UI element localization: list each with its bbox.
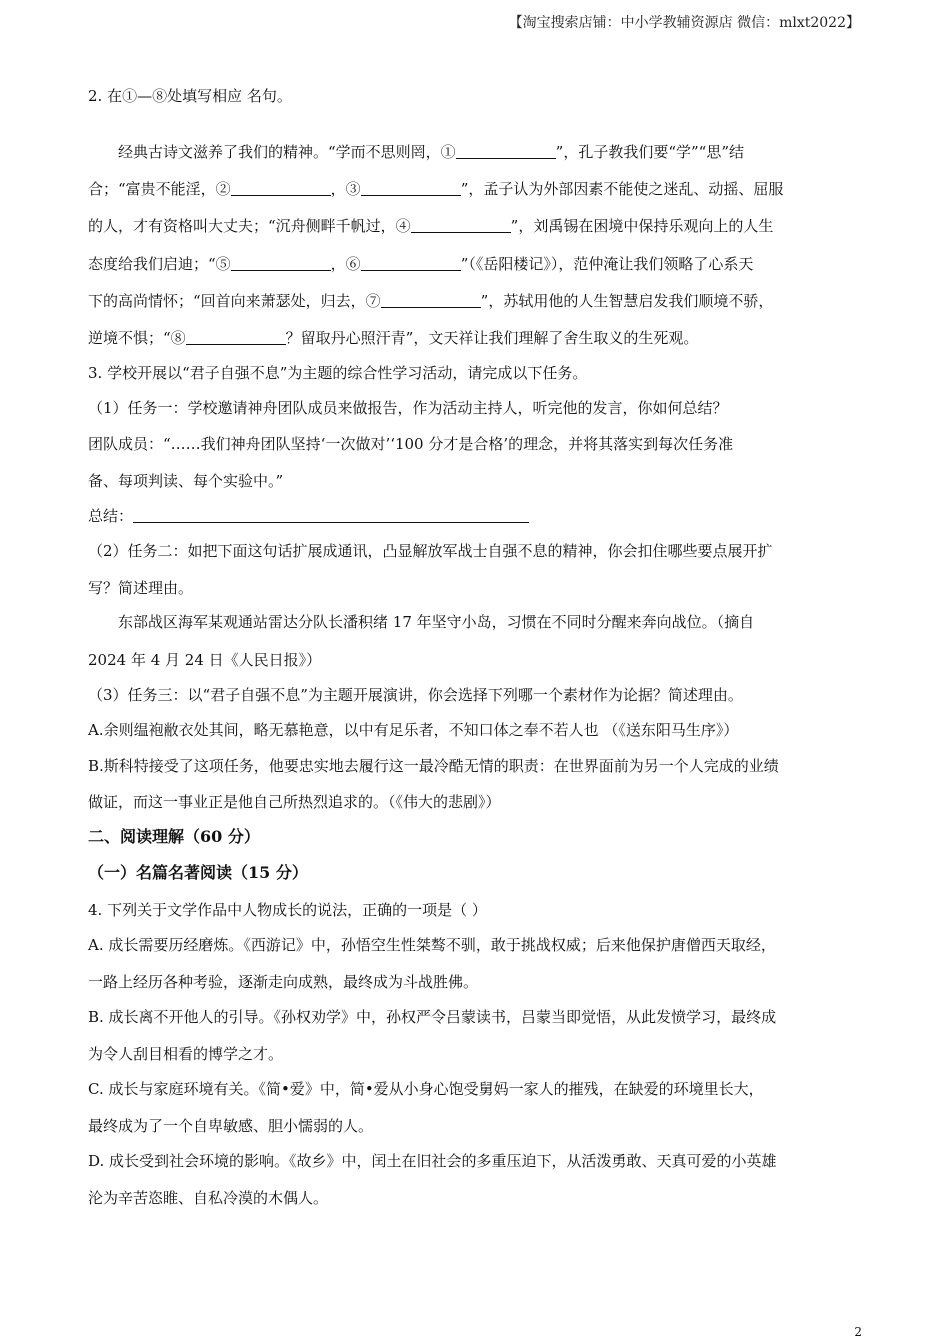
q4-title: 4. 下列关于文学作品中人物成长的说法，正确的一项是（ ）: [88, 901, 487, 919]
q2-line-4: 态度给我们启迪；“⑤ ，⑥ ”（《岳阳楼记》），范仲淹让我们领略了心系天: [88, 255, 754, 273]
page-number: 2: [854, 1325, 862, 1339]
q3-option-b: B.斯科特接受了这项任务，他要忠实地去履行这一最冷酷无情的职责：在世界面前为另一个人完成的业绩: [88, 757, 779, 775]
q4-option-d: D. 成长受到社会环境的影响。《故乡》中，闰土在旧社会的多重压迫下，从活泼勇敢、天真可爱的小英雄: [88, 1152, 777, 1170]
answer-blank-2[interactable]: [231, 180, 331, 196]
answer-blank-6[interactable]: [361, 255, 461, 271]
q4-option-c-cont: 最终成为了一个自卑敏感、胆小懦弱的人。: [88, 1117, 374, 1135]
section-heading: 二、阅读理解（60 分）: [88, 827, 260, 846]
q3-task-2-material: 东部战区海军某观通站雷达分队长潘积绪 17 年坚守小岛，习惯在不同时分醒来奔向战位。（摘自: [118, 613, 755, 631]
q4-option-b-cont: 为令人刮目相看的博学之才。: [88, 1045, 284, 1063]
page-header: 【淘宝搜索店铺：中小学教辅资源店 微信：mlxt2022】: [508, 15, 860, 31]
answer-blank-4[interactable]: [411, 217, 511, 233]
q3-summary: 总结：: [88, 506, 529, 526]
q2-line-2: 合；“富贵不能淫，② ，③ ”，孟子认为外部因素不能使之迷乱、动摇、屈服: [88, 180, 784, 198]
q4-option-d-cont: 沦为辛苦恣睢、自私冷漠的木偶人。: [88, 1189, 329, 1207]
q2-line-1: 经典古诗文滋养了我们的精神。“学而不思则罔，① ”，孔子教我们要“学”“思”结: [118, 143, 745, 161]
answer-blank-3[interactable]: [361, 180, 461, 196]
q4-option-c: C. 成长与家庭环境有关。《简•爱》中，简•爱从小身心饱受舅妈一家人的摧残，在缺爱的环境里长大，: [88, 1080, 764, 1098]
q3-option-a: A.余则缊袍敝衣处其间，略无慕艳意，以中有足乐者，不知口体之奉不若人也 （《送东阳马生序》）: [88, 721, 739, 739]
q3-task-2: （2）任务二：如把下面这句话扩展成通讯，凸显解放军战士自强不息的精神，你会扣住哪些要点展开扩: [88, 542, 773, 560]
q2-line-6: 逆境不惧；“⑧ ？留取丹心照汗青”，文天祥让我们理解了舍生取义的生死观。: [88, 329, 699, 347]
q2-line-5: 下的高尚情怀；“回首向来萧瑟处，归去，⑦ ”，苏轼用他的人生智慧启发我们顺境不骄，: [88, 292, 774, 310]
subsection-heading: （一）名篇名著阅读（15 分）: [88, 863, 308, 882]
q3-task-1: （1）任务一：学校邀请神舟团队成员来做报告，作为活动主持人，听完他的发言，你如何总结？: [88, 399, 728, 417]
q3-title: 3. 学校开展以“君子自强不息”为主题的综合性学习活动，请完成以下任务。: [88, 364, 588, 382]
q4-option-a-cont: 一路上经历各种考验，逐渐走向成熟，最终成为斗战胜佛。: [88, 973, 479, 991]
q4-option-a: A. 成长需要历经磨炼。《西游记》中，孙悟空生性桀骜不驯，敢于挑战权威；后来他保护唐僧西天取经，: [88, 936, 776, 954]
answer-blank-1[interactable]: [456, 143, 556, 159]
q3-option-b-cont: 做证，而这一事业正是他自己所热烈追求的。（《伟大的悲剧》）: [88, 793, 501, 811]
q3-task-1-quote-cont: 备、每项判读、每个实验中。”: [88, 472, 284, 490]
q4-option-b: B. 成长离不开他人的引导。《孙权劝学》中，孙权严令吕蒙读书，吕蒙当即觉悟，从此发愤学习，最终成: [88, 1008, 777, 1026]
answer-blank-8[interactable]: [186, 329, 286, 345]
q3-task-2-cont: 写？简述理由。: [88, 579, 194, 597]
q2-title: 2. 在①—⑧处填写相应 名句。: [88, 87, 292, 105]
summary-answer-line[interactable]: [133, 507, 529, 523]
q2-line-3: 的人，才有资格叫大丈夫；“沉舟侧畔千帆过，④ ”，刘禹锡在困境中保持乐观向上的人生: [88, 217, 774, 235]
q3-task-2-source: 2024 年 4 月 24 日《人民日报》）: [88, 651, 322, 669]
answer-blank-7[interactable]: [381, 292, 481, 308]
q3-task-1-quote: 团队成员：“……我们神舟团队坚持‘一次做对’‘100 分才是合格’的理念，并将其落实到每次任务准: [88, 435, 734, 453]
q3-task-3: （3）任务三：以“君子自强不息”为主题开展演讲，你会选择下列哪一个素材作为论据？简述理由。: [88, 686, 743, 704]
answer-blank-5[interactable]: [231, 255, 331, 271]
